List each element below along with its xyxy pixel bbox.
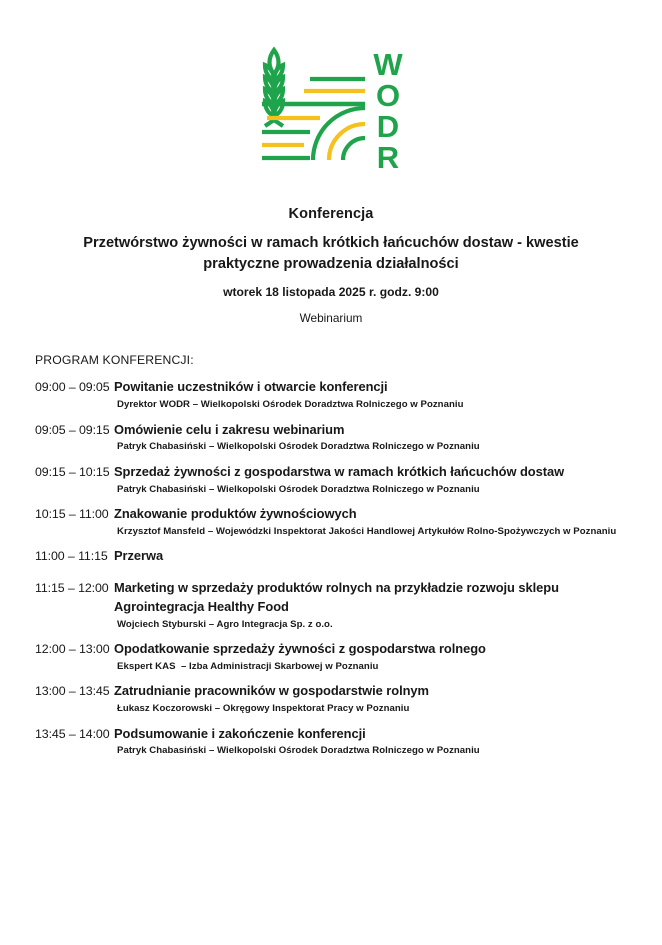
entry-speaker: Patryk Chabasiński – Wielkopolski Ośrodek Doradztwa Rolniczego w Poznaniu bbox=[117, 745, 480, 757]
entry-speaker: Krzysztof Mansfeld – Wojewódzki Inspektorat Jakości Handlowej Artykułów Rolno-Spożywczych w Poznaniu bbox=[117, 525, 617, 537]
entry-time: 11:00 – 11:15 bbox=[35, 549, 108, 564]
wheat-stalk-icon bbox=[265, 50, 283, 126]
entry-title: Opodatkowanie sprzedaży żywności z gospodarstwa rolnego bbox=[114, 641, 486, 657]
entry-time: 12:00 – 13:00 bbox=[35, 642, 110, 657]
program-entry bbox=[35, 505, 644, 546]
entry-time: 11:15 – 12:00 bbox=[35, 581, 109, 596]
program-entry bbox=[35, 463, 644, 504]
entry-body bbox=[114, 579, 644, 639]
entry-title: Znakowanie produktów żywnościowych bbox=[114, 506, 357, 522]
field-lines-upper bbox=[304, 79, 365, 91]
entry-title: Powitanie uczestników i otwarcie konferencji bbox=[114, 379, 388, 395]
entry-speaker: Wojciech Styburski – Agro Integracja Sp. z o.o. bbox=[117, 618, 333, 630]
entry-body bbox=[114, 505, 644, 546]
entry-body bbox=[114, 682, 644, 723]
entry-speaker: Łukasz Koczorowski – Okręgowy Inspektorat Pracy w Poznaniu bbox=[117, 703, 410, 715]
title-block bbox=[0, 206, 662, 325]
entry-title: Omówienie celu i zakresu webinarium bbox=[114, 421, 345, 437]
entry-time: 13:00 – 13:45 bbox=[35, 684, 110, 699]
program-entry-list bbox=[35, 378, 644, 765]
program-entry bbox=[35, 547, 644, 578]
entry-title: Przerwa bbox=[114, 548, 164, 564]
entry-body bbox=[114, 640, 644, 681]
entry-speaker: Patryk Chabasiński – Wielkopolski Ośrodek Doradztwa Rolniczego w Poznaniu bbox=[117, 441, 480, 453]
conference-kicker: Konferencja bbox=[288, 206, 374, 222]
entry-time: 09:05 – 09:15 bbox=[35, 422, 110, 437]
entry-body bbox=[114, 421, 644, 462]
entry-body bbox=[114, 725, 644, 766]
program-entry bbox=[35, 579, 644, 639]
conference-date: wtorek 18 listopada 2025 r. godz. 9:00 bbox=[223, 285, 439, 300]
logo-letter-r: R bbox=[376, 140, 400, 175]
program-heading: PROGRAM KONFERENCJI: bbox=[35, 353, 194, 368]
entry-title: Marketing w sprzedaży produktów rolnych na przykładzie rozwoju sklepu Agrointegracja Healthy Food bbox=[114, 580, 559, 614]
entry-title: Zatrudnianie pracowników w gospodarstwie rolnym bbox=[114, 683, 429, 699]
program-entry bbox=[35, 682, 644, 723]
entry-title: Sprzedaż żywności z gospodarstwa w ramach krótkich łańcuchów dostaw bbox=[114, 463, 565, 479]
entry-body bbox=[114, 378, 644, 419]
entry-time: 09:15 – 10:15 bbox=[35, 464, 110, 479]
logo-container bbox=[0, 0, 662, 184]
conference-mode: Webinarium bbox=[299, 311, 363, 326]
entry-time: 10:15 – 11:00 bbox=[35, 507, 109, 522]
entry-speaker: Dyrektor WODR – Wielkopolski Ośrodek Doradztwa Rolniczego w Poznaniu bbox=[117, 399, 464, 411]
entry-body bbox=[114, 463, 644, 504]
page-title: Przetwórstwo żywności w ramach krótkich łańcuchów dostaw - kwestie praktyczne prowadzenia działalności bbox=[83, 235, 579, 272]
program-entry bbox=[35, 640, 644, 681]
entry-speaker: Ekspert KAS – Izba Administracji Skarbowej w Poznaniu bbox=[117, 661, 379, 673]
program-section bbox=[0, 353, 662, 765]
program-entry bbox=[35, 421, 644, 462]
entry-time: 13:45 – 14:00 bbox=[35, 726, 110, 741]
logo-letter-w: W bbox=[373, 47, 403, 82]
logo-letter-o: O bbox=[375, 78, 401, 113]
program-entry bbox=[35, 725, 644, 766]
entry-speaker: Patryk Chabasiński – Wielkopolski Ośrodek Doradztwa Rolniczego w Poznaniu bbox=[117, 483, 480, 495]
entry-title: Podsumowanie i zakończenie konferencji bbox=[114, 725, 366, 741]
entry-time: 09:00 – 09:05 bbox=[35, 380, 110, 395]
wodr-logo bbox=[252, 44, 410, 184]
program-entry bbox=[35, 378, 644, 419]
field-arcs bbox=[313, 108, 365, 160]
logo-letter-d: D bbox=[376, 109, 400, 144]
entry-body bbox=[114, 547, 644, 578]
wodr-lettering bbox=[373, 47, 403, 175]
